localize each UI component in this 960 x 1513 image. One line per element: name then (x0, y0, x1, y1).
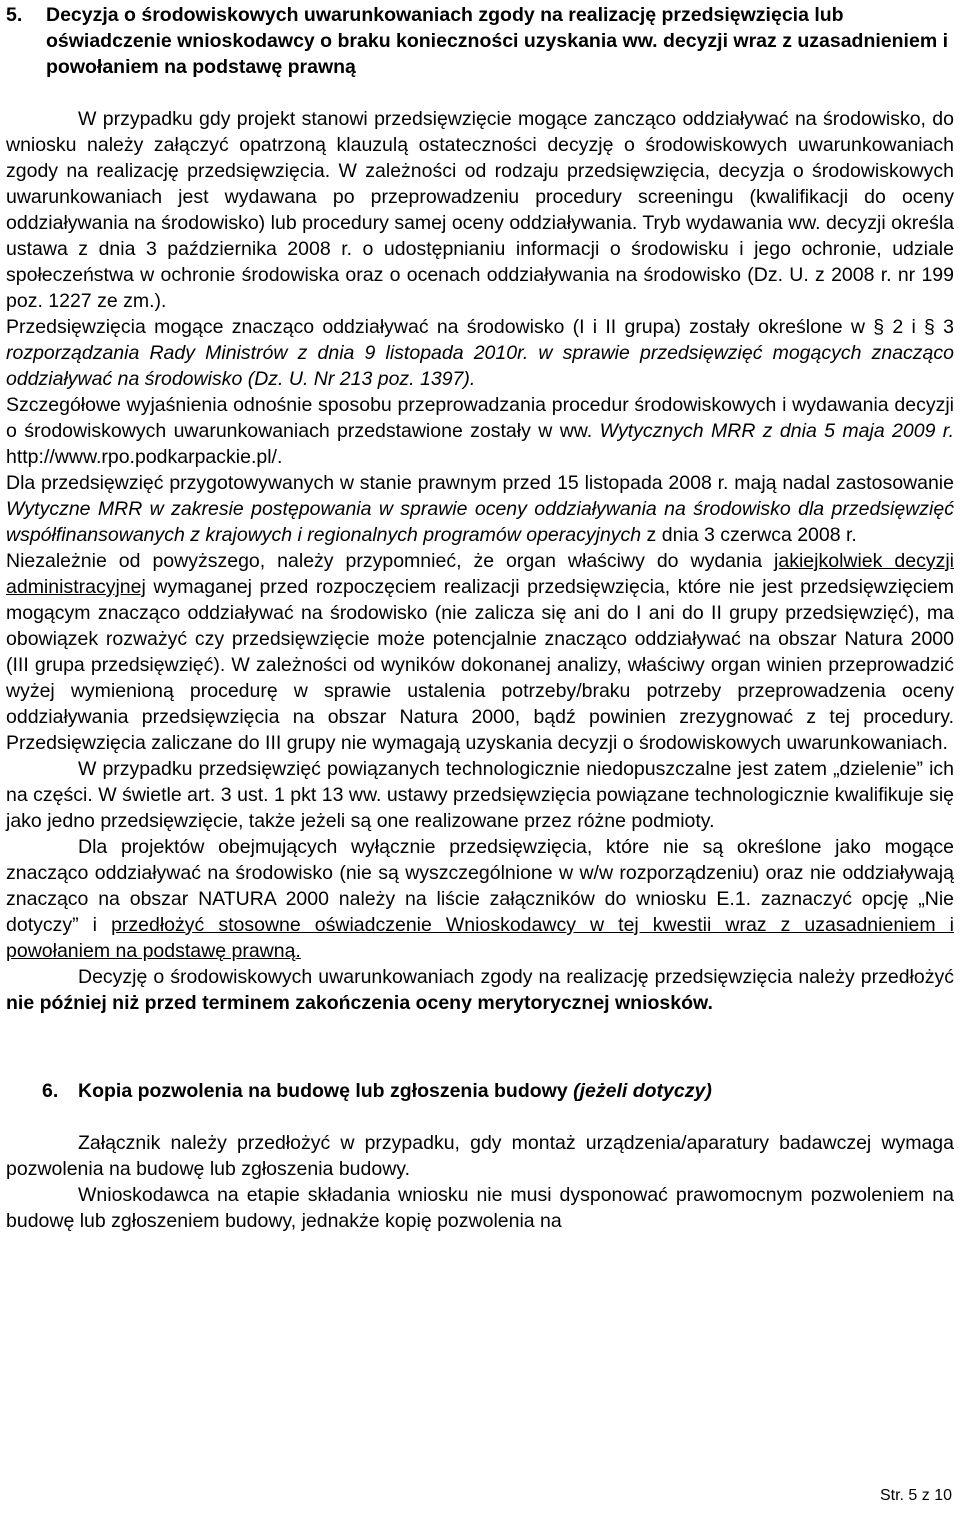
section-number: 6. (42, 1080, 59, 1102)
document-page (6, 0, 954, 1234)
paragraph: Decyzję o środowiskowych uwarunkowaniach zgody na realizację przedsięwzięcia należy przedłożyć nie później niż przed terminem zakończenia oceny merytorycznej wniosków. (6, 966, 954, 1014)
section-6-heading (42, 1078, 954, 1104)
paragraph: Szczegółowe wyjaśnienia odnośnie sposobu przeprowadzania procedur środowiskowych i wydawania decyzji o środowiskowych uwarunkowaniach przedstawione zostały w ww. Wytycznych MRR z dnia 5 maja 2009 r. http://www.rpo.podkarpackie.pl/. (6, 394, 955, 468)
paragraph: Dla projektów obejmujących wyłącznie przedsięwzięcia, które nie są określone jako mogące znacząco oddziaływać na środowisko (nie są wyszczególnione w w/w rozporządzeniu) oraz nie oddziaływają znacząco na obszar NATURA 2000 należy na liście załączników do wniosku E.1. zaznaczyć opcję „Nie dotyczy” i przedłożyć stosowne oświadczenie Wnioskodawcy w tej kwestii wraz z uzasadnieniem i powołaniem na podstawę prawną. (6, 836, 954, 962)
paragraph: Załącznik należy przedłożyć w przypadku, gdy montaż urządzenia/aparatury badawczej wymaga pozwolenia na budowę lub zgłoszenia budowy. (6, 1132, 954, 1180)
paragraph: Przedsięwzięcia mogące znacząco oddziaływać na środowisko (I i II grupa) zostały określone w § 2 i § 3 rozporządzania Rady Ministrów z dnia 9 listopada 2010r. w sprawie przedsięwzięć mogących znacząco oddziaływać na środowisko (Dz. U. Nr 213 poz. 1397). (6, 316, 954, 390)
paragraph: Wnioskodawca na etapie składania wniosku nie musi dysponować prawomocnym pozwoleniem na budowę lub zgłoszeniem budowy, jednakże kopię pozwolenia na (6, 1184, 954, 1232)
page-number: Str. 5 z 10 (879, 1487, 952, 1504)
section-5-heading (6, 2, 954, 80)
section-title: Decyzja o środowiskowych uwarunkowaniach zgody na realizację przedsięwzięcia lub oświadczenie wnioskodawcy o braku konieczności uzyskania ww. decyzji wraz z uzasadnieniem i powołaniem na podstawę prawną (46, 4, 948, 78)
section-title: Kopia pozwolenia na budowę lub zgłoszenia budowy (jeżeli dotyczy) (78, 1080, 712, 1102)
paragraph: W przypadku gdy projekt stanowi przedsięwzięcie mogące zancząco oddziaływać na środowisko, do wniosku należy załączyć opatrzoną klauzulą ostateczności decyzję o środowiskowych uwarunkowaniach zgody na realizację przedsięwzięcia. W zależności od rodzaju przedsięwzięcia, decyzja o środowiskowych uwarunkowaniach jest wydawana po przeprowadzeniu procedury screeningu (kwalifikacji do oceny oddziaływania na środowisko) lub procedury samej oceny oddziaływania. Tryb wydawania ww. decyzji określa ustawa z dnia 3 października 2008 r. o udostępnianiu informacji o środowisku i jego ochronie, udziale społeczeństwa w ochronie środowiska oraz o ocenach oddziaływania na środowisko (Dz. U. z 2008 r. nr 199 poz. 1227 ze zm.). (6, 108, 954, 312)
paragraph: Dla przedsięwzięć przygotowywanych w stanie prawnym przed 15 listopada 2008 r. mają nadal zastosowanie Wytyczne MRR w zakresie postępowania w sprawie oceny oddziaływania na środowisko dla przedsięwzięć współfinansowanych z krajowych i regionalnych programów operacyjnych z dnia 3 czerwca 2008 r. (6, 472, 954, 546)
paragraph: W przypadku przedsięwzięć powiązanych technologicznie niedopuszczalne jest zatem „dzielenie” ich na części. W świetle art. 3 ust. 1 pkt 13 ww. ustawy przedsięwzięcia powiązane technologicznie kwalifikuje się jako jedno przedsięwzięcie, także jeżeli są one realizowane przez różne podmioty. (6, 758, 954, 832)
paragraph: Niezależnie od powyższego, należy przypomnieć, że organ właściwy do wydania jakiejkolwiek decyzji administracyjnej wymaganej przed rozpoczęciem realizacji przedsięwzięcia, które nie jest przedsięwzięciem mogącym znacząco oddziaływać na środowisko (nie zalicza się ani do I ani do II grupy przedsięwzięć), ma obowiązek rozważyć czy przedsięwzięcie może potencjalnie znacząco oddziaływać na obszar Natura 2000 (III grupa przedsięwzięć). W zależności od wyników dokonanej analizy, właściwy organ winien przeprowadzić wyżej wymienioną procedurę w sprawie ustalenia potrzeby/braku potrzeby przeprowadzenia oceny oddziaływania przedsięwzięcia na obszar Natura 2000, bądź powinien zrezygnować z tej procedury. Przedsięwzięcia zaliczane do III grupy nie wymagają uzyskania decyzji o środowiskowych uwarunkowaniach. (6, 550, 954, 754)
section-number: 5. (6, 4, 23, 26)
